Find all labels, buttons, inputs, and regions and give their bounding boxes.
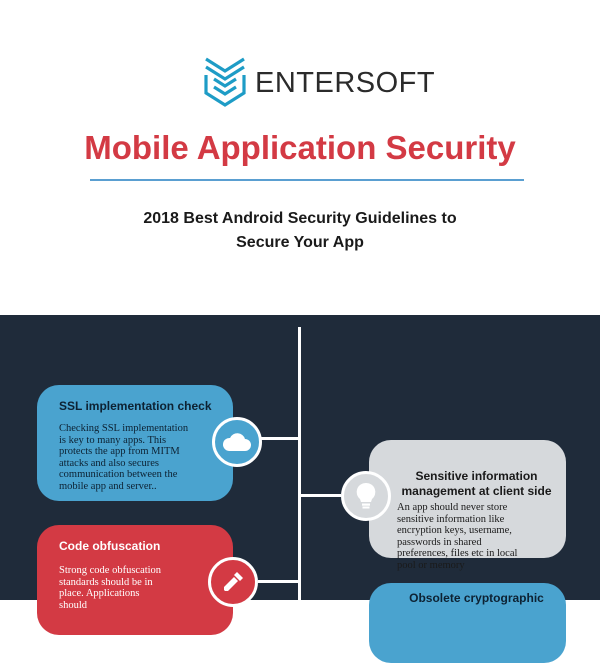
lightbulb-icon bbox=[354, 481, 378, 511]
timeline-spine bbox=[298, 327, 301, 617]
cloud-icon bbox=[222, 431, 252, 453]
card-title: SSL implementation check bbox=[59, 399, 212, 413]
connector-3 bbox=[258, 580, 299, 583]
card-title-text: Sensitive information management at client side bbox=[401, 469, 552, 498]
brand-name: ENTERSOFT bbox=[255, 66, 436, 99]
card-body: An app should never store sensitive information like encryption keys, username, passwords in shared preferences, files etc in local pool or memory bbox=[397, 502, 518, 571]
card-code-obfuscation bbox=[37, 525, 233, 635]
page-header bbox=[0, 0, 600, 315]
ssl-icon-badge bbox=[212, 417, 262, 467]
card-title: Code obfuscation bbox=[59, 539, 161, 553]
card-body: Checking SSL implementation is key to many apps. This protects the app from MITM attacks and also secures communication between the mobile app and server.. bbox=[59, 423, 189, 492]
title-divider bbox=[90, 179, 524, 181]
page-title: Mobile Application Security bbox=[84, 129, 516, 166]
connector-1 bbox=[258, 437, 299, 440]
infographic-section bbox=[0, 315, 600, 611]
card-obsolete-cryptographic bbox=[369, 583, 566, 663]
subtitle-line-2: Secure Your App bbox=[236, 234, 364, 251]
subtitle-line-1: 2018 Best Android Security Guidelines to bbox=[143, 210, 457, 227]
page-subtitle bbox=[100, 207, 500, 255]
card-body: Strong code obfuscation standards should be in place. Applications should bbox=[59, 565, 162, 611]
card-ssl-implementation bbox=[37, 385, 233, 501]
sensitive-info-icon-badge bbox=[341, 471, 391, 521]
card-sensitive-information bbox=[369, 440, 566, 571]
brand-logo bbox=[203, 55, 435, 111]
connector-2 bbox=[299, 494, 341, 497]
eyedropper-icon bbox=[220, 569, 246, 595]
card-title: Obsolete cryptographic bbox=[409, 591, 544, 605]
obfuscation-icon-badge bbox=[208, 557, 258, 607]
entersoft-logo-icon bbox=[203, 55, 247, 111]
card-title bbox=[397, 454, 556, 499]
